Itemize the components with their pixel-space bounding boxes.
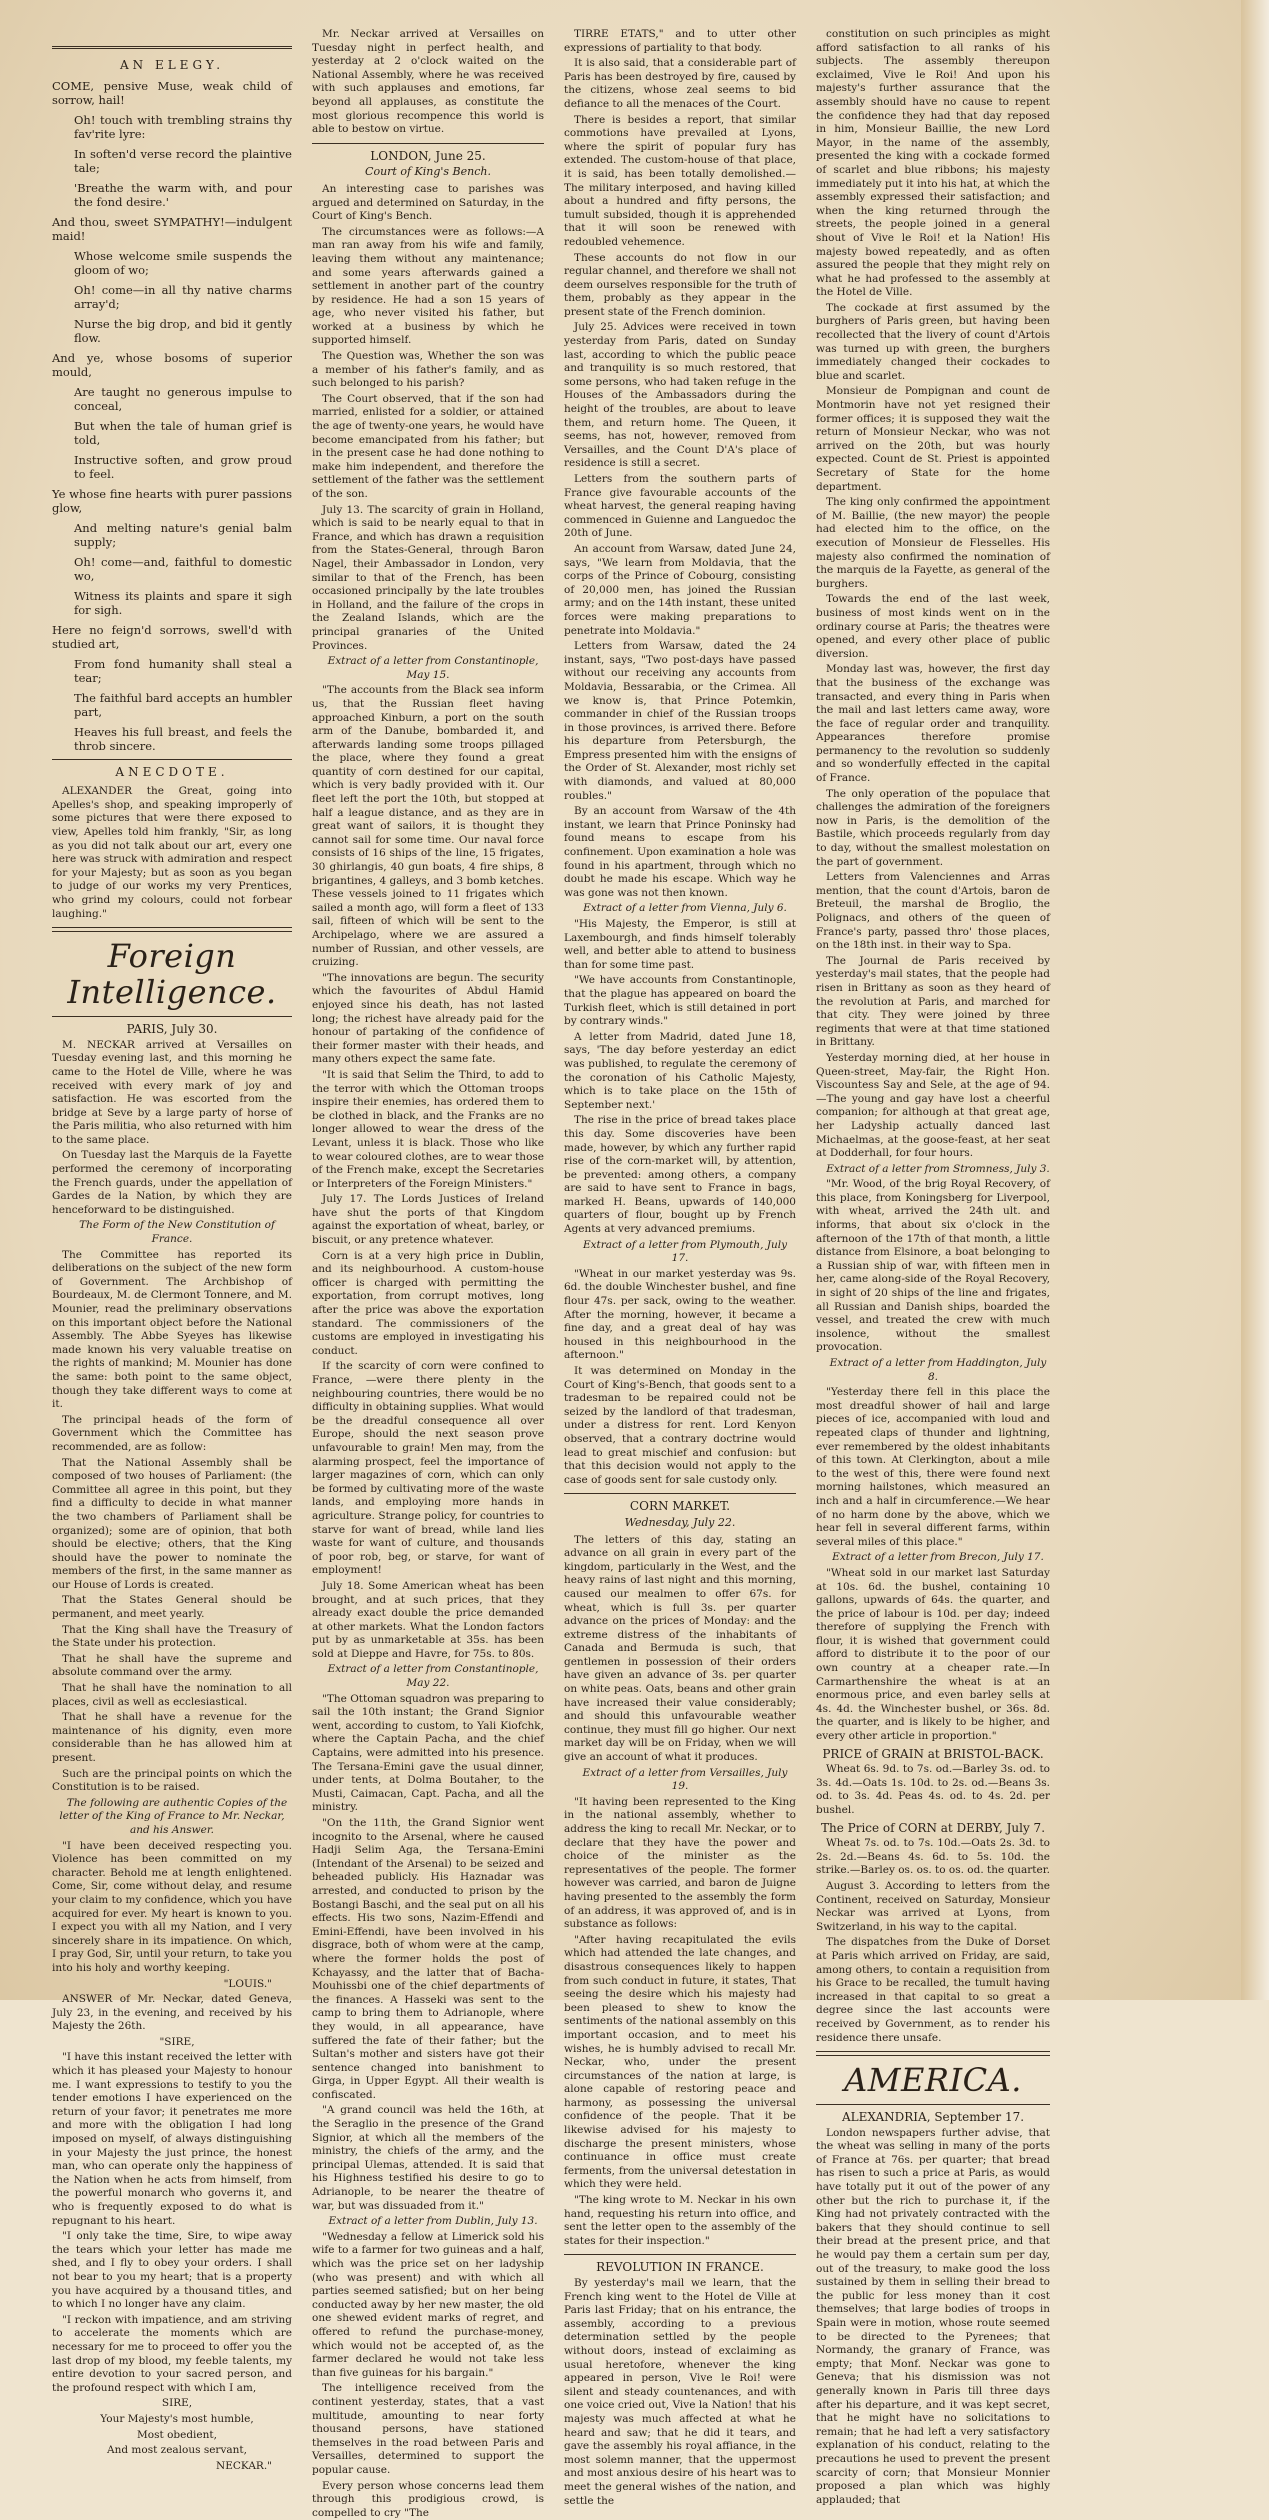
- paragraph: A letter from Madrid, dated June 18, says, 'The day before yesterday an edict was published, to regulate the ceremony of the coronation of his Catholic Majesty, which is to take place on the 15th of September next.': [564, 1031, 796, 1113]
- subheading: Extract of a letter from Brecon, July 17.: [816, 1551, 1050, 1565]
- dateline: LONDON, June 25.: [312, 150, 544, 164]
- paragraph: "His Majesty, the Emperor, is still at Laxembourgh, and finds himself tolerably well, and better able to attend to business than for some time past.: [564, 918, 796, 972]
- paragraph: The dispatches from the Duke of Dorset at Paris which arrived on Friday, are said, among others, to contain a requisition from his Grace to be recalled, the tumult having increased in that capital to so great a degree since the last accounts were received by Government, as to render his residence there unsafe.: [816, 1936, 1050, 2045]
- paragraph: The principal heads of the form of Government which the Committee has recommended, are as follow:: [52, 1414, 292, 1455]
- poem-line: Instructive soften, and grow proud to feel.: [52, 453, 292, 481]
- elegy-title: AN ELEGY.: [52, 59, 292, 73]
- subheading: Extract of a letter from Haddington, July 8.: [816, 1357, 1050, 1384]
- paragraph: That the King shall have the Treasury of the State under his protection.: [52, 1624, 292, 1651]
- poem-line: In soften'd verse record the plaintive tale;: [52, 147, 292, 175]
- poem-line: Nurse the big drop, and bid it gently flow.: [52, 317, 292, 345]
- paragraph: "Yesterday there fell in this place the most dreadful shower of hail and large pieces of ice, accompanied with loud and repeated claps of thunder and lightning, ever remembered by the oldest inhabitants of this town. At Clerkington, about a mile to the west of this, there were found next morning hailstones, which measured an inch and a half in circumference.—We hear of no harm done by the above, which we hear fell in several different farms, within several miles of this place.": [816, 1386, 1050, 1549]
- signoff-line: SIRE,: [52, 2397, 292, 2411]
- paragraph: Letters from Warsaw, dated the 24 instant, says, "Two post-days have passed without our receiving any accounts from Moldavia, Bessarabia, or the Crimea. All we know is, that Prince Potemkin, commander in chief of the Russian troops in those provinces, is arrived there. Before his departure from Petersburgh, the Empress presented him with the ensigns of the Order of St. Alexander, most richly set with diamonds, and valued at 80,000 roubles.": [564, 640, 796, 803]
- paragraph: "It is said that Selim the Third, to add to the terror with which the Ottoman troops inspire their enemies, has ordered them to be clothed in black, and the Franks are no longer allowed to wear the dress of the Levant, unless it is black. Those who like to wear coloured clothes, are to wear those of the French make, except the Secretaries or Interpreters of the Foreign Ministers.": [312, 1069, 544, 1191]
- paragraph: London newspapers further advise, that the wheat was selling in many of the ports of France at 76s. per quarter; that bread has risen to such a price at Paris, as would have totally put it out of the power of any other but the rich to purchase it, if the King had not privately contracted with the bakers that they should continue to sell their bread at the present price, and that he would pay them a certain sum per day, out of the treasury, to make good the loss sustained by them in selling their bread to the public for less money than it cost themselves; that large bodies of troops in Spain were in motion, whose route seemed to be directed to the Pyrenees; that Normandy, the granary of France, was empty; that Monf. Neckar was gone to Geneva; that his dismission was not generally known in Paris till three days after his departure, and it was kept secret, that he might have no solicitations to remain; that he had left a very satisfactory explanation of his conduct, relating to the precautions he used to prevent the present scarcity of corn; that Monsieur Monnier proposed a plan which was highly applauded; that: [816, 2127, 1050, 2508]
- divider: [816, 2051, 1050, 2056]
- paragraph: July 13. The scarcity of grain in Holland, which is said to be nearly equal to that in France, and which has drawn a requisition from the States-General, through Baron Nagel, their Ambassador in London, very similar to that of the French, has been occasioned principally by the late troubles in Holland, and the failure of the crops in the Zealand Islands, which are the principal granaries of the United Provinces.: [312, 504, 544, 654]
- paragraph: By an account from Warsaw of the 4th instant, we learn that Prince Poninsky had found means to escape from his confinement. Upon examination a hole was found in his apartment, through which no doubt he made his escape. Which way he was gone was not then known.: [564, 805, 796, 900]
- poem-line: 'Breathe the warm with, and pour the fond desire.': [52, 181, 292, 209]
- paragraph: "The king wrote to M. Neckar in his own hand, requesting his return into office, and sent the letter open to the assembly of the states for their inspection.": [564, 2194, 796, 2248]
- subheading: Extract of a letter from Constantinople, May 22.: [312, 1663, 544, 1690]
- poem-line: From fond humanity shall steal a tear;: [52, 657, 292, 685]
- paragraph: It is also said, that a considerable part of Paris has been destroyed by fire, caused by the citizens, whose zeal seems to bid defiance to all the menaces of the Court.: [564, 57, 796, 111]
- paragraph: There is besides a report, that similar commotions have prevailed at Lyons, where the spirit of popular fury has extended. The custom-house of that place, it is said, has been totally demolished.—The military interposed, and having killed about a hundred and fifty persons, the tumult subsided, though it is apprehended that it will soon be renewed with redoubled vehemence.: [564, 114, 796, 250]
- signature: "LOUIS.": [52, 1978, 292, 1992]
- column-3: [564, 28, 796, 1988]
- poem-line: Oh! come—in all thy native charms array'd;: [52, 283, 292, 311]
- paragraph: By yesterday's mail we learn, that the French king went to the Hotel de Ville at Paris last Friday; that on his entrance, the assembly, according to a previous determination settled by the people without doors, instead of exclaiming as usual heretofore, whenever the king appeared in person, Vive le Roi! were silent and steady countenances, and with one voice cried out, Vive la Nation! that his majesty was much affected at what he heard and saw; that he did it tears, and gave the assembly his royal affiance, in the most solemn manner, that the uppermost and most anxious desire of his heart was to meet the general wishes of the nation, and settle the: [564, 2277, 796, 2508]
- divider: [816, 2104, 1050, 2105]
- signoff-line: And most zealous servant,: [52, 2444, 292, 2458]
- grain-price-heading: PRICE of GRAIN at BRISTOL-BACK.: [816, 1748, 1050, 1762]
- paragraph: That the National Assembly shall be composed of two houses of Parliament: (the Committee all agree in this point, but they find a difficulty to decide in what manner the two chambers of Parliament shall be organized); some are of opinion, that both should be elective; others, that the King should have the power to nominate the members of the first, in the same manner as our House of Lords is created.: [52, 1457, 292, 1593]
- divider: [312, 143, 544, 144]
- paragraph: The king only confirmed the appointment of M. Baillie, (the new mayor) the people had elected him to the office, on the execution of Monsieur de Flesselles. His majesty also confirmed the nomination of the marquis de la Fayette, as general of the burghers.: [816, 496, 1050, 591]
- divider: [52, 927, 292, 932]
- anecdote-title: ANECDOTE.: [52, 766, 292, 780]
- elegy-poem: [52, 79, 292, 753]
- paragraph: "Wednesday a fellow at Limerick sold his wife to a farmer for two guineas and a half, which was the price set on her ladyship (who was present) and with which all parties seemed satisfied; but on her being conducted away by her new master, the old one shewed evident marks of regret, and offered to refund the purchase-money, which would not be accepted of, as the farmer declared he would not take less than five guineas for his bargain.": [312, 2231, 544, 2381]
- salutation: "SIRE,: [52, 2036, 292, 2050]
- paragraph: Towards the end of the last week, business of most kinds went on in the ordinary course at Paris; the theatres were opened, and every other place of public diversion.: [816, 593, 1050, 661]
- poem-line: COME, pensive Muse, weak child of sorrow, hail!: [52, 79, 292, 107]
- paragraph: "Wheat in our market yesterday was 9s. 6d. the double Winchester bushel, and fine flour 47s. per sack, owing to the weather. After the morning, however, it became a fine day, and a great deal of hay was housed in this neighbourhood in the afternoon.": [564, 1268, 796, 1363]
- paragraph: Letters from the southern parts of France give favourable accounts of the wheat harvest, the general reaping having commenced in Guienne and Languedoc the 20th of June.: [564, 473, 796, 541]
- subheading: The Form of the New Constitution of France.: [52, 1219, 292, 1246]
- corn-price-heading: The Price of CORN at DERBY, July 7.: [816, 1822, 1050, 1836]
- paragraph: That he shall have a revenue for the maintenance of his dignity, even more considerable than he has allowed him at present.: [52, 1711, 292, 1765]
- dateline: Wednesday, July 22.: [564, 1516, 796, 1530]
- paragraph: The Committee has reported its deliberations on the subject of the new form of Government. The Archbishop of Bourdeaux, M. de Clermont Tonnere, and M. Mounier, read the preliminary observations on this important object before the National Assembly. The Abbe Syeyes has likewise made known his very valuable treatise on the rights of mankind; M. Mounier has done the same: both point to the same object, though they take different ways to come at it.: [52, 1249, 292, 1412]
- poem-line: And thou, sweet SYMPATHY!—indulgent maid!: [52, 215, 292, 243]
- paragraph: "On the 11th, the Grand Signior went incognito to the Arsenal, where he caused Hadji Selim Aga, the Tersana-Emini (Intendant of the Arsenal) to be seized and beheaded publicly. His Haznadar was arrested, and conducted to prison by the Bostangi Baschi, and the seal put on all his effects. His two sons, Nazim-Effendi and Emini-Effendi, have been involved in his disgrace, both of whom were at the camp, where the former holds the post of Kchayassy, and the latter that of Bacha-Mouhissbi one of the chief departments of the finances. A Hasseki was sent to the camp to bring them to Adrianople, where they would, in all appearance, have suffered the fate of their father; but the Sultan's mother and sisters have got their sentence changed into banishment to Girga, in Upper Egypt. All their wealth is confiscated.: [312, 1817, 544, 2102]
- paragraph: July 18. Some American wheat has been brought, and at such prices, that they already exact double the price demanded at other markets. What the London factors put by as unmarketable at 35s. has been sold at Dieppe and Havre, for 75s. to 80s.: [312, 1580, 544, 1662]
- poem-line: Are taught no generous impulse to conceal,: [52, 385, 292, 413]
- dateline: ALEXANDRIA, September 17.: [816, 2111, 1050, 2125]
- subheading: Extract of a letter from Vienna, July 6.: [564, 902, 796, 916]
- divider: [564, 2254, 796, 2255]
- paragraph: The circumstances were as follows:—A man ran away from his wife and family, leaving them without any maintenance; and some years afterwards gained a settlement in another part of the country by residence. He had a son 15 years of age, who never visited his father, but worked at a business by which he supported himself.: [312, 226, 544, 348]
- paragraph: "I have been deceived respecting you. Violence has been committed on my character. Behold me at length enlightened. Come, Sir, come without delay, and resume your claim to my confidence, which you have acquired for ever. My heart is known to you. I expect you with all my Nation, and I very sincerely share in its impatience. On which, I pray God, Sir, until your return, to take you into his holy and worthy keeping.: [52, 1840, 292, 1976]
- paragraph: That the States General should be permanent, and meet yearly.: [52, 1594, 292, 1621]
- page-edge: [1241, 0, 1269, 2000]
- paragraph: An account from Warsaw, dated June 24, says, "We learn from Moldavia, that the corps of the Prince of Cobourg, consisting of 20,000 men, has joined the Russian army; and on the 14th instant, these united forces were making preparations to penetrate into Moldavia.": [564, 543, 796, 638]
- revolution-heading: REVOLUTION IN FRANCE.: [564, 2261, 796, 2275]
- paragraph: July 17. The Lords Justices of Ireland have shut the ports of that Kingdom against the exportation of wheat, barley, or biscuit, or any pretence whatever.: [312, 1193, 544, 1247]
- poem-line: Heaves his full breast, and feels the throb sincere.: [52, 725, 292, 753]
- subheading: Extract of a letter from Plymouth, July 17.: [564, 1239, 796, 1266]
- paragraph: "After having recapitulated the evils which had attended the late changes, and disastrous consequences likely to happen from such conduct in future, it states, That seeing the desire which his majesty had been pleased to shew to know the sentiments of the national assembly on this important occasion, and to meet his wishes, he is humbly advised to recall Mr. Neckar, who, under the present circumstances of the nation at large, is alone capable of restoring peace and harmony, as possessing the universal confidence of the people. That it be likewise advised for his majesty to discharge the present ministers, whose continuance in office must create ferments, from the universal detestation in which they were held.: [564, 1934, 796, 2192]
- paragraph: Every person whose concerns lead them through this prodigious crowd, is compelled to cry "The: [312, 2480, 544, 2520]
- poem-line: The faithful bard accepts an humbler part,: [52, 691, 292, 719]
- poem-line: Oh! come—and, faithful to domestic wo,: [52, 555, 292, 583]
- paragraph: Mr. Neckar arrived at Versailles on Tuesday night in perfect health, and yesterday at 2 o'clock waited on the National Assembly, where he was received with such applauses and emotions, far beyond all applauses, as constitute the most glorious recompence this world is able to bestow on virtue.: [312, 28, 544, 137]
- column-2: [312, 28, 544, 1988]
- paragraph: The only operation of the populace that challenges the admiration of the foreigners now in Paris, is the demolition of the Bastile, which proceeds regularly from day to day, without the smallest molestation on the part of government.: [816, 788, 1050, 870]
- divider: [52, 759, 292, 760]
- column-1-articles: [52, 1039, 292, 2474]
- paragraph: Corn is at a very high price in Dublin, and its neighbourhood. A custom-house officer is charged with permitting the exportation, from corrupt motives, long after the price was above the exportation standard. The commissioners of the customs are employed in investigating his conduct.: [312, 1250, 544, 1359]
- divider: [564, 1493, 796, 1494]
- poem-line: Whose welcome smile suspends the gloom of wo;: [52, 249, 292, 277]
- paragraph: Wheat 7s. od. to 7s. 10d.—Oats 2s. 3d. to 2s. 2d.—Beans 4s. 6d. to 5s. 10d. the strike.—Barley os. os. to os. od. the quarter.: [816, 1837, 1050, 1878]
- poem-line: Witness its plaints and spare it sigh for sigh.: [52, 589, 292, 617]
- signature: NECKAR.": [52, 2460, 292, 2474]
- paragraph: ANSWER of Mr. Neckar, dated Geneva, July 23, in the evening, and received by his Majesty the 26th.: [52, 1993, 292, 2034]
- paragraph: "It having been represented to the King in the national assembly, whether to address the king to recall Mr. Neckar, or to declare that they have the power and choice of the minister as the representatives of the people. The former however was carried, and baron de Juigne having presented to the assembly the form of an address, it was approved of, and is in substance as follows:: [564, 1796, 796, 1932]
- paragraph: "A grand council was held the 16th, at the Seraglio in the presence of the Grand Signior, at which all the members of the ministry, the chiefs of the army, and the principal Ulemas, attended. It is said that his Highness testified his desire to go to Adrianople, to be nearer the theatre of war, but was dissuaded from it.": [312, 2104, 544, 2213]
- subheading: Extract of a letter from Stromness, July 3.: [816, 1163, 1050, 1177]
- paragraph: The cockade at first assumed by the burghers of Paris green, but having been recollected that the livery of count d'Artois was turned up with green, the burghers immediately changed their cockades to blue and scarlet.: [816, 302, 1050, 384]
- paragraph: On Tuesday last the Marquis de la Fayette performed the ceremony of incorporating the French guards, under the appellation of Gardes de la Nation, by which they are henceforward to be distinguished.: [52, 1149, 292, 1217]
- paragraph: That he shall have the nomination to all places, civil as well as ecclesiastical.: [52, 1682, 292, 1709]
- paragraph: If the scarcity of corn were confined to France, —were there plenty in the neighbouring countries, there would be no difficulty in obtaining supplies. What would be the dreadful consequence all over Europe, should the next season prove unfavourable to grain! Men may, from the alarming prospect, feel the importance of larger magazines of corn, which can only be formed by cultivating more of the waste lands, and employing more hands in agriculture. Strange policy, for countries to starve for want of bread, while land lies waste for want of culture, and thousands of poor rob, beg, or starve, for want of employment!: [312, 1360, 544, 1578]
- poem-line: But when the tale of human grief is told,: [52, 419, 292, 447]
- paragraph: Monsieur de Pompignan and count de Montmorin have not yet resigned their former offices; it is supposed they wait the return of Monsieur Neckar, who was not arrived on the 20th, but was hourly expected. Count de St. Priest is appointed Secretary of State for the home department.: [816, 385, 1050, 494]
- poem-line: And melting nature's genial balm supply;: [52, 521, 292, 549]
- paragraph: These accounts do not flow in our regular channel, and therefore we shall not deem ourselves responsible for the truth of them, probably as they appear in the present state of the French dominion.: [564, 252, 796, 320]
- paragraph: "The accounts from the Black sea inform us, that the Russian fleet having approached Kinburn, a port on the south arm of the Danube, bombarded it, and afterwards landing some troops pillaged the place, where they found a great quantity of corn destined for our capital, which is very badly provided with it. Our fleet left the port the 10th, but stopped at half a league distance, and as they are in great want of sailors, it is thought they cannot sail for some time. Our naval force consists of 16 ships of the line, 15 frigates, 30 ghirlangis, 40 gun boats, 4 fire ships, 8 brigantines, 4 galleys, and 3 bomb ketches. These vessels joined to 11 frigates which sailed a month ago, will form a fleet of 133 sail, fifteen of which will be sent to the Archipelago, where we are assured a number of Russian, and other vessels, are cruizing.: [312, 684, 544, 969]
- subheading: Extract of a letter from Dublin, July 13.: [312, 2215, 544, 2229]
- paragraph: August 3. According to letters from the Continent, received on Saturday, Monsieur Neckar was arrived at Lyons, from Switzerland, in his way to the capital.: [816, 1880, 1050, 1934]
- subheading: Extract of a letter from Constantinople, May 15.: [312, 655, 544, 682]
- subheading: The following are authentic Copies of the letter of the King of France to Mr. Neckar, and his Answer.: [52, 1797, 292, 1838]
- paragraph: Such are the principal points on which the Constitution is to be raised.: [52, 1768, 292, 1795]
- paragraph: "The innovations are begun. The security which the favourites of Abdul Hamid enjoyed since his death, has not lasted long; the richest have already paid for the honour of partaking of the confidence of their former master with their heads, and many others expect the same fate.: [312, 972, 544, 1067]
- foreign-intelligence-heading: Foreign Intelligence.: [52, 938, 292, 1010]
- paragraph: Yesterday morning died, at her house in Queen-street, May-fair, the Right Hon. Viscountess Say and Sele, at the age of 94.—The young and gay have lost a cheerful companion; for although at that great age, her Ladyship actually danced last Michaelmas, at the goose-feast, at her seat at Dodderhall, for four hours.: [816, 1052, 1050, 1161]
- dateline: PARIS, July 30.: [52, 1023, 292, 1037]
- divider: [52, 1016, 292, 1017]
- america-heading: AMERICA.: [816, 2062, 1050, 2098]
- signoff-line: Most obedient,: [52, 2429, 292, 2443]
- paragraph: The letters of this day, stating an advance on all grain in every part of the kingdom, particularly in the West, and the heavy rains of last night and this morning, caused our mealmen to offer 67s. for wheat, which is full 3s. per quarter advance on the prices of Monday: and the extreme distress of the inhabitants of Canada and Bermuda is such, that gentlemen in possession of their orders have given an advance of 3s. per quarter on white peas. Oats, beans and other grain have increased their value considerably; and should this unfavourable weather continue, they must fill go higher. Our next market day will be on Friday, when we will give an account of what it produces.: [564, 1534, 796, 1765]
- paragraph: An interesting case to parishes was argued and determined on Saturday, in the Court of King's Bench.: [312, 183, 544, 224]
- paragraph: "I only take the time, Sire, to wipe away the tears which your letter has made me shed, and I fly to obey your orders. I shall not bear to you my heart; that is a property you have acquired by a thousand titles, and to which I no longer have any claim.: [52, 2230, 292, 2312]
- paragraph: "We have accounts from Constantinople, that the plague has appeared on board the Turkish fleet, which is still detained in port by contrary winds.": [564, 974, 796, 1028]
- paragraph: "I have this instant received the letter with which it has pleased your Majesty to honour me. I want expressions to testify to you the tender emotions I have experienced on the return of your favor; it penetrates me more and more with the obligation I had long imposed on myself, of always distinguishing in your Majesty the just prince, the honest man, who can operate only the happiness of the Nation when he acts from himself, from the powerful monarch who governs it, and who is frequently exposed to do what is repugnant to his heart.: [52, 2051, 292, 2228]
- poem-line: Ye whose fine hearts with purer passions glow,: [52, 487, 292, 515]
- paragraph: The Question was, Whether the son was a member of his father's family, and as such belonged to his parish?: [312, 350, 544, 391]
- paragraph: "Mr. Wood, of the brig Royal Recovery, of this place, from Koningsberg for Liverpool, with wheat, arrived the 24th ult. and informs, that about six o'clock in the afternoon of the 17th of that month, a little distance from Elsinore, a boat belonging to a Russian ship of war, with fifteen men in her, came along-side of the Royal Recovery, in sight of 20 ships of the line and frigates, all Russian and Danish ships, boarded the vessel, and treated the crew with much insolence, without the smallest provocation.: [816, 1178, 1050, 1355]
- paragraph: The rise in the price of bread takes place this day. Some discoveries have been made, however, by which any further rapid rise of the corn-market will, by attention, be prevented: among others, a company are said to have sent to France in bags, marked H. Beans, upwards of 140,000 quarters of flour, bought up by French Agents at very advanced premiums.: [564, 1114, 796, 1236]
- paragraph: "The Ottoman squadron was preparing to sail the 10th instant; the Grand Signior went, according to custom, to Yali Kiofchk, where the Captain Pacha, and the chief Captains, were admitted into his presence. The Tersana-Emini gave the usual dinner, under tents, at Dolma Boutaher, to the Musti, Caimacan, Capt. Pacha, and all the ministry.: [312, 1693, 544, 1815]
- paragraph: Letters from Valenciennes and Arras mention, that the count d'Artois, baron de Breteuil, the marshal de Broglio, the Polignacs, and others of the queen of France's party, passed thro' those places, on the 18th inst. in their way to Spa.: [816, 871, 1050, 953]
- paragraph: "Wheat sold in our market last Saturday at 10s. 6d. the bushel, containing 10 gallons, upwards of 64s. the quarter, and the price of labour is 10d. per day; indeed therefore of supplying the French with flour, it is wished that government could afford to distribute it to the poor of our own country at a cheaper rate.—In Carmarthenshire the wheat is at an enormous price, and even barley sells at 4s. 4d. the Winchester bushel, or 36s. 8d. the quarter, and is likely to be higher, and every other article in proportion.": [816, 1567, 1050, 1744]
- poem-line: And ye, whose bosoms of superior mould,: [52, 351, 292, 379]
- paragraph: Wheat 6s. 9d. to 7s. od.—Barley 3s. od. to 3s. 4d.—Oats 1s. 10d. to 2s. od.—Beans 3s. od. to 3s. 4d. Peas 4s. od. to 4s. 2d. per bushel.: [816, 1763, 1050, 1817]
- paragraph: It was determined on Monday in the Court of King's-Bench, that goods sent to a tradesman to be repaired could not be seized by the landlord of that tradesman, under a distress for rent. Lord Kenyon observed, that a contrary doctrine would lead to great mischief and confusion: but that this decision would not apply to the case of goods sent for sale custody only.: [564, 1365, 796, 1487]
- signoff-line: Your Majesty's most humble,: [52, 2413, 292, 2427]
- paragraph: Monday last was, however, the first day that the business of the exchange was transacted, and every thing in Paris when the mail and last letters came away, wore the face of regular order and tranquility. Appearances therefore promise permanency to the revolution so suddenly and so wonderfully effected in the capital of France.: [816, 663, 1050, 785]
- paragraph: The Journal de Paris received by yesterday's mail states, that the people had risen in Brittany as soon as they heard of the revolution at Paris, and marched for that city. They were joined by three regiments that were at that time stationed in Brittany.: [816, 955, 1050, 1050]
- paragraph: constitution on such principles as might afford satisfaction to all ranks of his subjects. The assembly thereupon exclaimed, Vive le Roi! And upon his majesty's further assurance that the assembly should have no cause to repent the confidence they had that day reposed in him, Monsieur Baillie, the new Lord Mayor, in the name of the assembly, presented the king with a cockade formed of scarlet and blue ribbons; his majesty immediately put it into his hat, at which the assembly expressed their satisfaction; and when the king returned through the streets, the people joined in a general shout of Vive le Roi! et la Nation! His majesty bowed repeatedly, and as often assured the people that they might rely on what he had professed to the assembly at the Hotel de Ville.: [816, 28, 1050, 300]
- poem-line: Here no feign'd sorrows, swell'd with studied art,: [52, 623, 292, 651]
- column-4: [816, 28, 1050, 1988]
- anecdote-text: ALEXANDER the Great, going into Apelles's shop, and speaking improperly of some pictures that were there exposed to view, Apelles told him frankly, "Sir, as long as you did not talk about our art, every one here was struck with admiration and respect for your Majesty; but as soon as you began to judge of our works my very Prentices, who grind my colours, could not forbear laughing.": [52, 785, 292, 921]
- paragraph: The intelligence received from the continent yesterday, states, that a vast multitude, amounting to near forty thousand persons, have stationed themselves in the road between Paris and Versailles, determined to support the popular cause.: [312, 2382, 544, 2477]
- paragraph: The Court observed, that if the son had married, enlisted for a soldier, or attained the age of twenty-one years, he would have become emancipated from his father; but in the present case he had done nothing to make him independent, and therefore the settlement of the father was the settlement of the son.: [312, 393, 544, 502]
- column-1: [52, 28, 292, 1988]
- paragraph: July 25. Advices were received in town yesterday from Paris, dated on Sunday last, according to which the public peace and tranquility is so much restored, that some persons, who had taken refuge in the Houses of the Ambassadors during the height of the troubles, are about to leave them, and return home. The Queen, it seems, has not, however, removed from Versailles, and the Count D'A's place of residence is still a secret.: [564, 321, 796, 471]
- paragraph: M. NECKAR arrived at Versailles on Tuesday evening last, and this morning he came to the Hotel de Ville, where he was received with every mark of joy and satisfaction. He was escorted from the bridge at Seve by a large party of horse of the Paris militia, who also returned with him to the same place.: [52, 1039, 292, 1148]
- poem-line: Oh! touch with trembling strains thy fav'rite lyre:: [52, 113, 292, 141]
- corn-market-heading: CORN MARKET.: [564, 1500, 796, 1514]
- paragraph: TIRRE ETATS," and to utter other expressions of partiality to that body.: [564, 28, 796, 55]
- subheading: Court of King's Bench.: [312, 165, 544, 179]
- top-rule: [52, 46, 292, 49]
- paragraph: That he shall have the supreme and absolute command over the army.: [52, 1653, 292, 1680]
- subheading: Extract of a letter from Versailles, July 19.: [564, 1767, 796, 1794]
- paragraph: "I reckon with impatience, and am striving to accelerate the moments which are necessary for me to proceed to offer you the last drop of my blood, my feeble talents, my entire devotion to your sacred person, and the profound respect with which I am,: [52, 2314, 292, 2396]
